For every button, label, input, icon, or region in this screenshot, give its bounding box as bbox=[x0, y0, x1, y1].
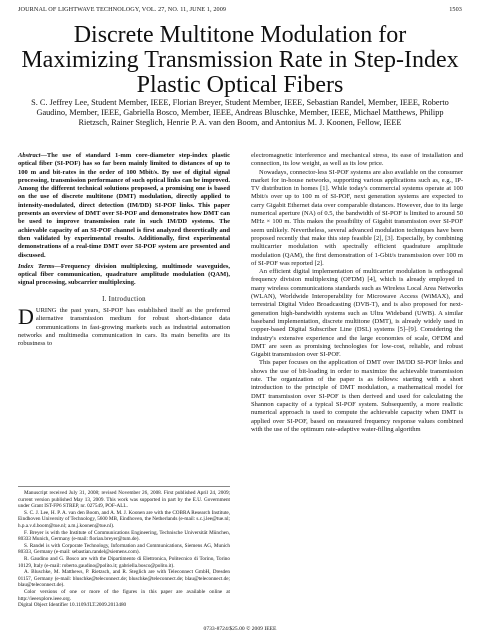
body-paragraph: An efficient digital implementation of multicarrier modulation is orthogonal frequency division multiplexing (OFDM) [4], which is already employed in many wireless communications standards such as Wireless Local Area Networks (WLAN), Worldwide Interoperability for Microwave Access (WiMAX), and terrestrial Digital Video Broadcasting (DVB-T), and is also proposed for next-generation high-bandwidth systems such as Ultra Wideband (UWB). A similar baseband implementation, discrete multitone (DMT), is already widely used in copper-based Digital Subscriber Line (DSL) systems [5]–[9]. Considering the industry's extensive experience and the large economies of scale, OFDM and DMT are seen as promising technologies for low-cost, reliable, and robust Gigabit transmission over SI-POF. bbox=[251, 268, 463, 359]
footnote: S. C. J. Lee, H. P. A. van den Boom, and A. M. J. Koonen are with the COBRA Research Institute, Eindhoven University of Technology, 5600 MB, Eindhoven, the Netherlands (e-mail: s.c.j.lee@tue.nl; h.p.a.v.d.boom@tue.nl; a.m.j.koonen@tue.nl). bbox=[18, 509, 230, 529]
journal-header: JOURNAL OF LIGHTWAVE TECHNOLOGY, VOL. 27, NO. 11, JUNE 1, 2009 bbox=[18, 6, 227, 13]
page-number: 1503 bbox=[449, 6, 462, 13]
right-column bbox=[251, 152, 463, 434]
drop-cap: D bbox=[18, 304, 34, 330]
intro-paragraph bbox=[18, 304, 230, 348]
index-terms-label: Index Terms bbox=[18, 262, 55, 270]
footnote: R. Gaudino and G. Bosco are with the Dipartimento di Elettronica, Politecnico di Torino, Torino 10129, Italy (e-mail: roberto.gaudino@polito.it; gabriella.bosco@polito.it). bbox=[18, 555, 230, 569]
abstract-text: —The use of standard 1-mm core-diameter step-index plastic optical fiber (SI-POF) has so far been mainly limited to distances of up to 100 m and bit-rates in the order of 100 Mbit/s. By use of digital signal processing, transmission performance of such optical links can be improved. Among the different technical solutions proposed, a promising one is based on the use of discrete multitone (DMT) modulation, directly applied to intensity-modulated, direct detection (IM/DD) SI-POF links. This paper presents an overview of DMT over SI-POF and demonstrates how DMT can be used to improve transmission rate in such IM/DD systems. The achievable capacity of an SI-POF channel is first analyzed theoretically and then validated by experimental results. Additionally, first experimental demonstrations of a real-time DMT over SI-POF system are presented and discussed. bbox=[18, 152, 230, 259]
copyright-footer: 0733-8724/$25.00 © 2009 IEEE bbox=[203, 626, 277, 632]
author-list: S. C. Jeffrey Lee, Student Member, IEEE, Florian Breyer, Student Member, IEEE, Sebastian Randel, Member, IEEE, Roberto Gaudino, Member, IEEE, Gabriella Bosco, Member, IEEE, Andreas Bluschke, Member, IEEE, Michael Matthews, Philipp Rietzsch, Rainer Steglich, Henrie P. A. van den Boom, and Antonius M. J. Koonen, Fellow, IEEE bbox=[31, 98, 449, 127]
footnote: A. Bluschke, M. Matthews, P. Rietzsch, and R. Steglich are with Teleconnect GmbH, Dresden 01157, Germany (e-mail: bluschke@teleconnect.de; bluschke@teleconnect.de; blau@teleconnect.de; blau@teleconnect.de). bbox=[18, 569, 230, 589]
body-paragraph: This paper focuses on the application of DMT over IM/DD SI-POF links and shows the use of bit-loading in order to maximize the achievable transmission rate. The organization of the paper is as follows: starting with a short introduction to the principle of DMT modulation, a mathematical model for DMT transmission over SI-POF is then derived and used for calculating the Shannon capacity of a typical SI-POF system. Subsequently, a more realistic numerical approach is used to compute the achievable capacity when DMT is applied over SI-POF, based on measured frequency response values combined with the use of the optimum rate-adaptive water-filling algorithm bbox=[251, 359, 463, 433]
index-terms-text: —Frequency division multiplexing, multimode waveguides, optical fiber communication, quadrature amplitude modulation (QAM), signal processing, subcarrier multiplexing. bbox=[18, 262, 231, 287]
doi-line: Digital Object Identifier 10.1109/JLT.2009.2013480 bbox=[18, 602, 127, 609]
running-head bbox=[18, 6, 462, 20]
paper-title: Discrete Multitone Modulation for Maximizing Transmission Rate in Step-Index Plastic Optical Fibers bbox=[21, 22, 459, 98]
abstract bbox=[18, 152, 230, 260]
footnote-rule bbox=[18, 486, 230, 487]
footnotes bbox=[18, 490, 230, 609]
intro-text: URING the past years, SI-POF has established itself as the preferred alternative transmission medium for robust short-distance data communications in fast-growing markets such as industrial automation networks and multimedia communication in cars. Its main benefits are its robustness to bbox=[18, 307, 230, 348]
footnote: Manuscript received July 31, 2008; revised November 26, 2008. First published April 24, 2009; current version published May 13, 2009. This work was supported in part by the E.U. Government under Grant IST-FP6 STREP, nr. 027549, POF-ALL. bbox=[18, 490, 230, 510]
body-paragraph: Nowadays, connector-less SI-POF systems are also available on the consumer market for in-house networks, supporting various applications such as, e.g., IP-TV distribution in homes [1]. While today's commercial systems operate at 100 Mbit/s over up to 100 m of SI-POF, next generation systems are expected to carry Gigabit Ethernet data over comparable distances. However, due to its large numerical aperture (NA) of 0.5, the bandwidth of SI-POF is limited to around 50 MHz × 100 m. This makes the possibility of Gigabit transmission over SI-POF seem unlikely. Nevertheless, several advanced modulation techniques have been proposed recently that make this step feasible [2], [3]. Especially, by combining multicarrier modulation with spectrally efficient quadrature amplitude modulation (QAM), the first demonstration of 1-Gbit/s transmission over 100 m of SI-POF was reported [2]. bbox=[251, 168, 463, 267]
section-heading-introduction: I. Introduction bbox=[102, 295, 146, 303]
footnote: F. Breyer is with the Institute of Communications Engineering, Technische Universität München, 80333 Munich, Germany (e-mail: florian.breyer@tum.de). bbox=[18, 529, 230, 543]
abstract-label: Abstract bbox=[18, 152, 41, 159]
left-column bbox=[18, 152, 230, 349]
body-paragraph: electromagnetic interference and mechanical stress, its ease of installation and connection, its low weight, as well as its low price. bbox=[251, 152, 463, 168]
footnote: Color versions of one or more of the figures in this paper are available online at http://ieeexplore.ieee.org. bbox=[18, 588, 230, 602]
footnote: S. Randel is with Corporate Technology, Information and Communications, Siemens AG, Munich 80333, Germany (e-mail: sebastian.randel@siemens.com). bbox=[18, 542, 230, 556]
index-terms bbox=[18, 263, 230, 288]
